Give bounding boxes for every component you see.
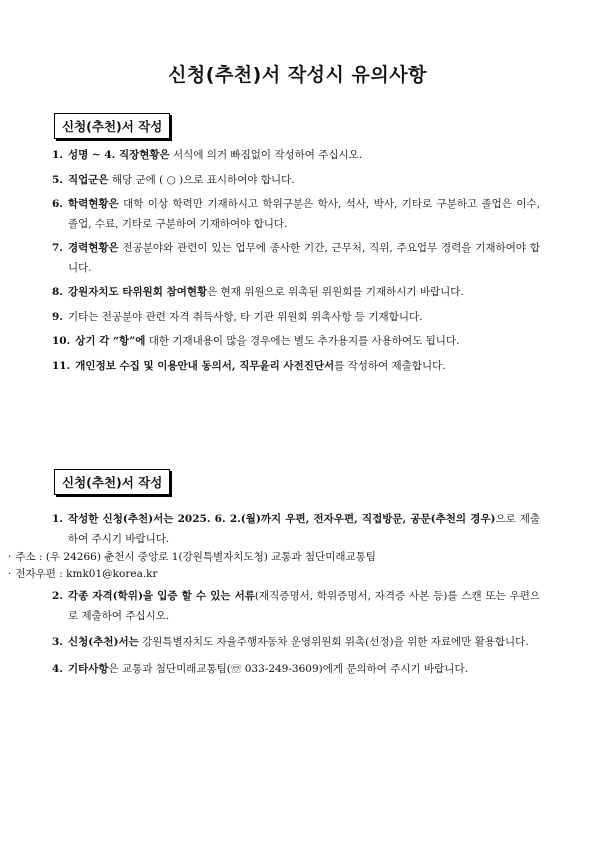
item-bold-text: 성명 ~ 4. 직장현황은 [67,149,170,161]
item-text [68,146,540,166]
page-title: 신청(추천)서 작성시 유의사항 [168,64,427,86]
item-number: 6. [52,198,63,210]
item-number: 3. [52,636,63,648]
submission-notes-list [8,510,541,686]
list-item [52,171,540,191]
list-item [52,633,540,653]
item-text [68,308,540,328]
item-number: 10. [52,335,71,347]
address-text: 주소 : (우 24266) 춘천시 중앙로 1(강원특별자치도청) 교통과 첨단미래교통팀 [15,551,376,563]
item-rest-text: 해당 군에 ( ○ )으로 표시하여야 합니다. [108,173,295,186]
list-item [52,195,540,234]
section-header-application: 신청(추천)서 작성 [54,113,170,139]
item-text [68,633,540,653]
item-bold-text: 기타사항 [67,662,109,675]
item-number: 2. [52,590,63,602]
list-item [52,587,540,626]
item-bold-text: 학력현황은 [67,198,119,210]
item-rest-text: (재직증명서, 학위증명서, 자격증 사본 등)를 스캔 또는 우편으로 제출하여 주십시오. [67,590,541,622]
item-text [75,332,540,352]
item-bold-text: 강원자치도 타위원회 참여현황 [67,286,208,298]
item-bold-text: 각종 자격(학위)을 입증 할 수 있는 서류 [67,590,255,602]
item-number: 4. [52,662,63,675]
item-rest-text: 대한 기재내용이 많을 경우에는 별도 추가용지를 사용하여도 됩니다. [145,335,460,347]
item-rest-text: 서식에 의거 빠짐없이 작성하여 주십시오. [169,149,363,161]
item-rest-text: 은 현재 위원으로 위촉된 위원회를 기재하시기 바랍니다. [207,286,464,298]
item-rest-text: 은 교통과 첨단미래교통팀(☏ 033-249-3609)에게 문의하여 주시기 바랍니다. [108,662,468,675]
item-text [75,357,540,377]
application-notes-list [52,146,540,381]
item-bold-text: 신청(추천)서는 [67,636,139,648]
item-number: 1. [52,513,63,525]
bullet-dot-icon: · [8,568,12,580]
item-bold-text: 상기 각 “항”에 [75,335,146,347]
item-text [68,660,540,680]
list-item [52,239,540,278]
item-bold-text: 직업군은 [67,173,109,186]
item-number: 8. [52,286,63,298]
item-text [68,587,540,626]
item-rest-text: 를 작성하여 제출합니다. [334,359,446,372]
item-text [68,195,540,234]
bullet-dot-icon: · [8,551,12,563]
list-item [52,660,540,680]
item-bold-text: 개인정보 수집 및 이용안내 동의서, 직무윤리 사전진단서 [75,359,335,372]
item-rest-text: 전공분야와 관련이 있는 업무에 종사한 기간, 근무처, 직위, 주요업무 경력을 기재하여야 합니다. [67,242,540,274]
item-number: 7. [52,242,63,254]
item-text [68,239,540,278]
item-bold-text: 작성한 신청(추천)서는 2025. 6. 2.(월)까지 우편, 전자우편, 직접방문, 공문(추천의 경우) [67,513,496,525]
email-text: 전자우편 : kmk01@korea.kr [15,568,158,580]
item-rest-text: 으로 제출하여 주시기 바랍니다. [67,513,540,545]
item-text [68,283,540,303]
item-number: 9. [52,310,63,323]
list-item [52,332,540,352]
list-item [52,146,540,166]
list-item [52,283,540,303]
item-text [68,510,540,549]
list-item [52,357,540,377]
item-rest-text: 기타는 전공분야 관련 자격 취득사항, 타 기관 위원회 위촉사항 등 기재합니다. [67,310,423,323]
item-rest-text: 대학 이상 학력만 기재하시고 학위구분은 학사, 석사, 박사, 기타로 구분하고 졸업은 이수, 졸업, 수료, 기타로 구분하여 기재하여야 합니다. [67,198,540,230]
item-number: 5. [52,173,63,186]
item-number: 1. [52,149,63,161]
address-bullet [8,549,540,566]
submission-item [52,510,540,549]
list-item [52,308,540,328]
item-text [68,171,540,191]
section-header-submission: 신청(추천)서 작성 [54,469,170,495]
item-rest-text: 강원특별자치도 자율주행자동차 운영위원회 위촉(선정)을 위한 자료에만 활용합니다. [138,636,529,648]
item-number: 11. [52,359,71,372]
email-bullet [8,566,540,583]
item-bold-text: 경력현황은 [67,242,119,254]
